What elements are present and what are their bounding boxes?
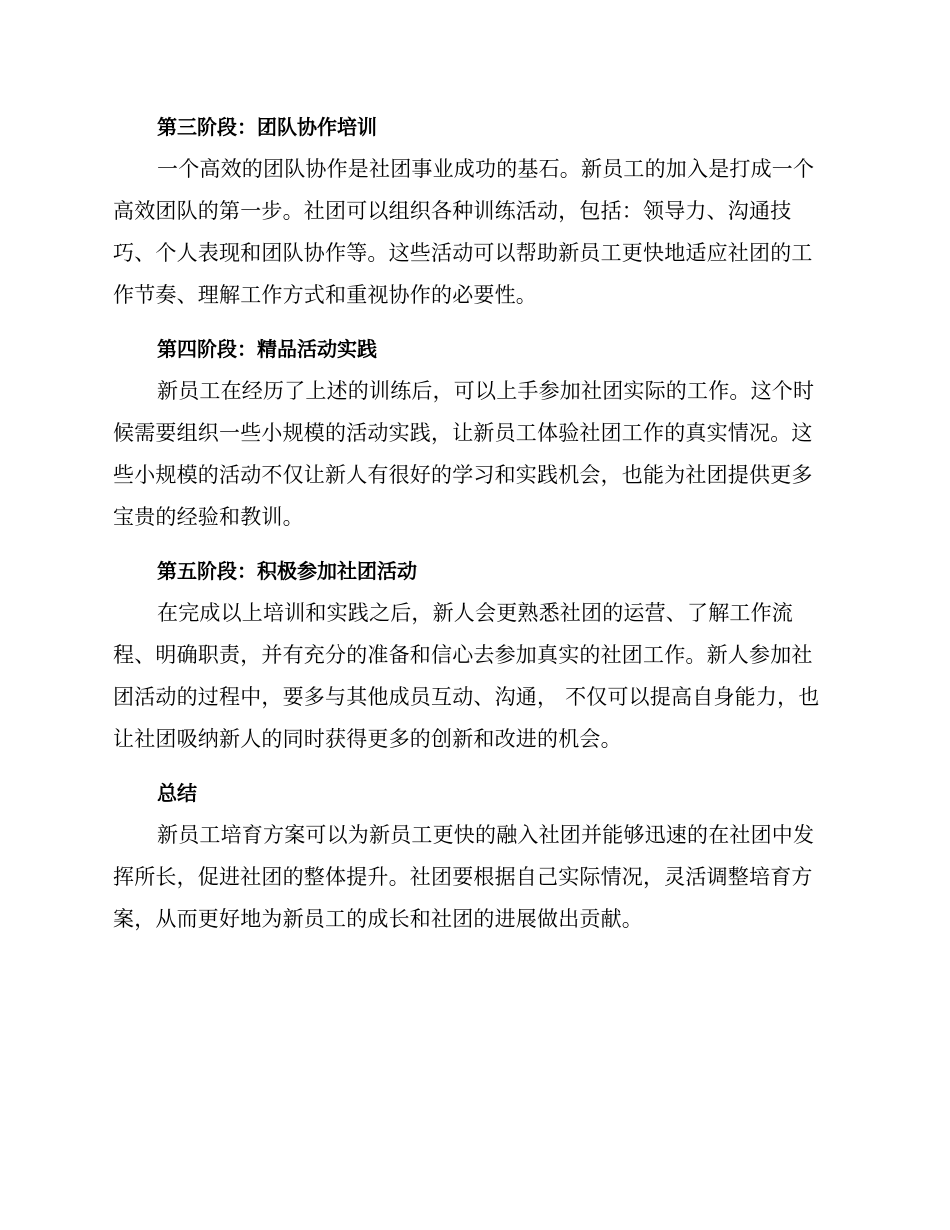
paragraph-line: 些小规模的活动不仅让新人有很好的学习和实践机会，也能为社团提供更多 — [113, 463, 813, 487]
spacer — [113, 538, 837, 550]
paragraph-line: 高效团队的第一步。社团可以组织各种训练活动，包括：领导力、沟通技 — [113, 199, 792, 223]
paragraph-line: 在完成以上培训和实践之后，新人会更熟悉社团的运营、了解工作流 — [157, 601, 793, 625]
section-paragraph-stage-3 — [113, 148, 837, 316]
paragraph-line: 新员工培育方案可以为新员工更快的融入社团并能够迅速的在社团中发 — [157, 823, 815, 847]
paragraph-line: 新员工在经历了上述的训练后，可以上手参加社团实际的工作。这个时 — [157, 379, 815, 403]
paragraph-line: 挥所长，促进社团的整体提升。社团要根据自己实际情况，灵活调整培育方 — [113, 865, 813, 889]
document-page — [113, 106, 837, 940]
section-paragraph-summary — [113, 814, 837, 940]
paragraph-line: 巧、个人表现和团队协作等。这些活动可以帮助新员工更快地适应社团的工 — [113, 241, 813, 265]
paragraph-line: 候需要组织一些小规模的活动实践，让新员工体验社团工作的真实情况。这 — [113, 421, 813, 445]
paragraph-line: 宝贵的经验和教训。 — [113, 505, 304, 529]
paragraph-line: 团活动的过程中，要多与其他成员互动、沟通， 不仅可以提高自身能力，也 — [113, 685, 820, 709]
section-paragraph-stage-5 — [113, 592, 837, 760]
spacer — [113, 316, 837, 328]
section-paragraph-stage-4 — [113, 370, 837, 538]
spacer — [113, 760, 837, 772]
paragraph-line: 让社团吸纳新人的同时获得更多的创新和改进的机会。 — [113, 727, 622, 751]
section-heading-summary: 总结 — [157, 781, 197, 805]
paragraph-line: 作节奏、理解工作方式和重视协作的必要性。 — [113, 283, 537, 307]
section-heading-stage-5: 第五阶段：积极参加社团活动 — [157, 559, 417, 583]
paragraph-line: 案，从而更好地为新员工的成长和社团的进展做出贡献。 — [113, 907, 643, 931]
section-heading-stage-3: 第三阶段：团队协作培训 — [157, 115, 377, 139]
section-heading-stage-4: 第四阶段：精品活动实践 — [157, 337, 377, 361]
paragraph-line: 一个高效的团队协作是社团事业成功的基石。新员工的加入是打成一个 — [157, 157, 815, 181]
paragraph-line: 程、明确职责，并有充分的准备和信心去参加真实的社团工作。新人参加社 — [113, 643, 813, 667]
